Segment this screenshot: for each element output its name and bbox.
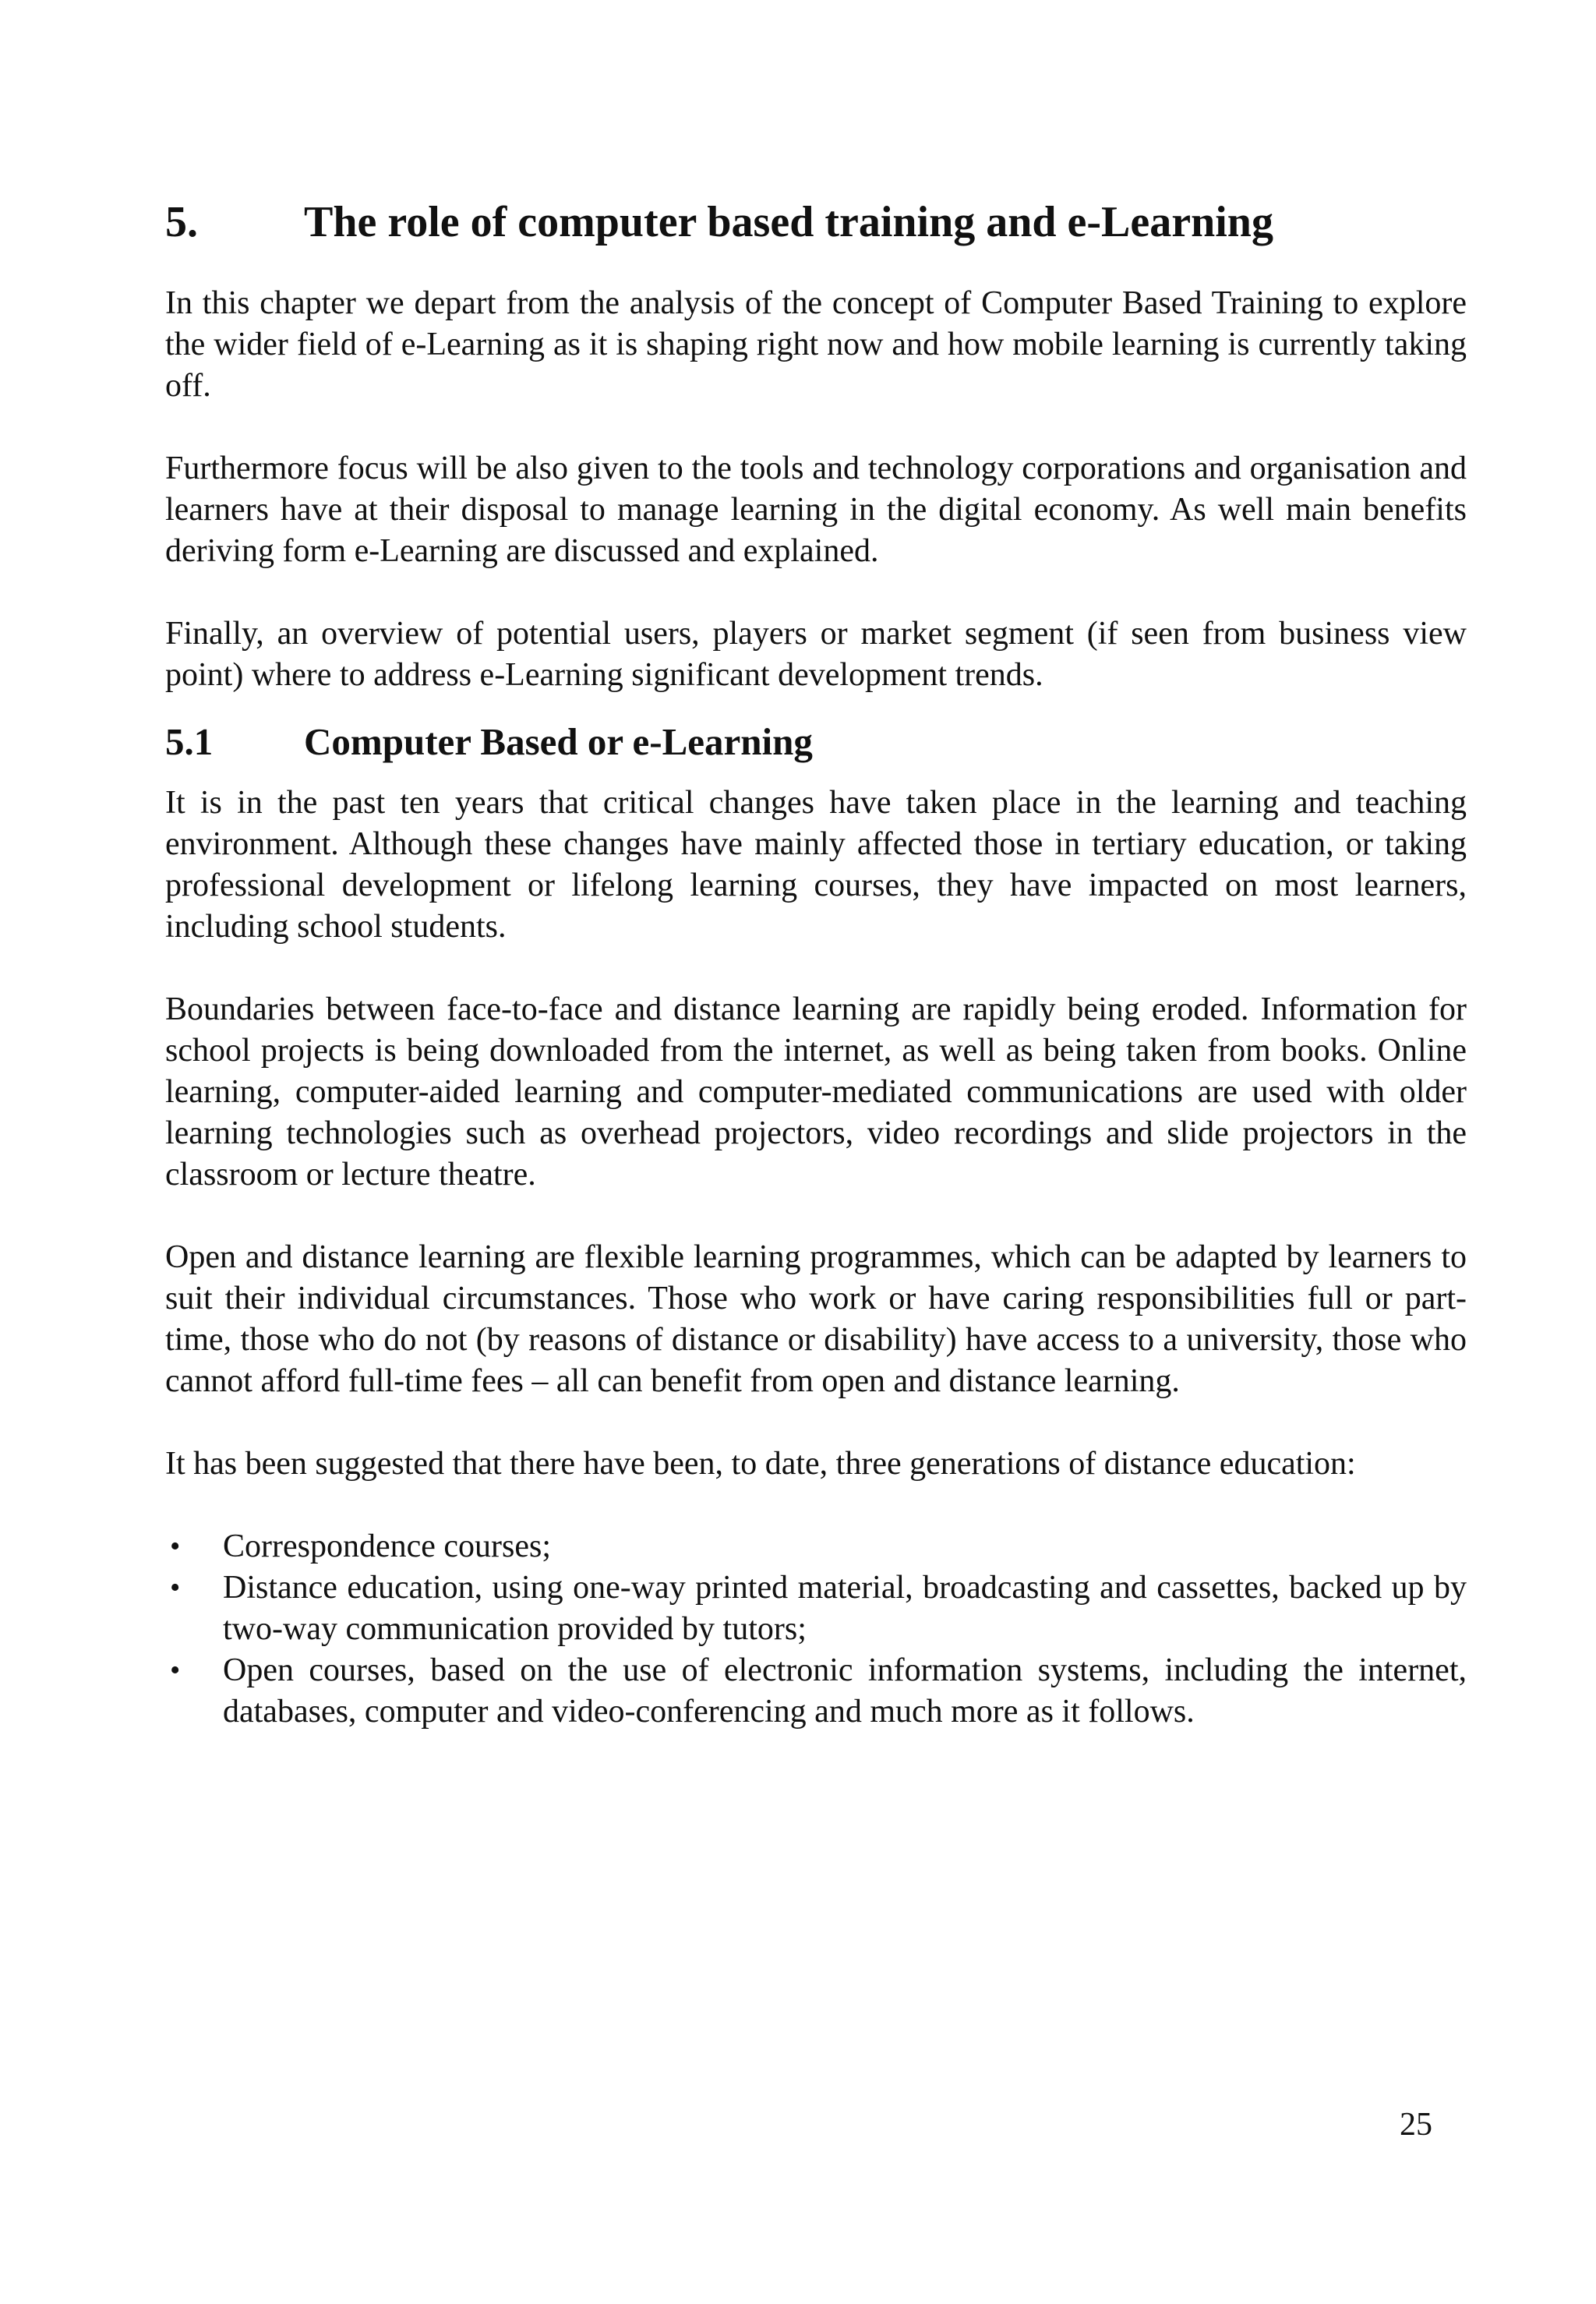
section-paragraph-4: It has been suggested that there have been, to date, three generations of distance education: xyxy=(165,1445,1356,1482)
bullet-icon: • xyxy=(170,1529,181,1563)
list-item-text: Correspondence courses; xyxy=(223,1528,552,1564)
list-item-text: Distance education, using one-way printed material, broadcasting and cassettes, backed up by two-way communication provided by tutors; xyxy=(223,1569,1467,1647)
chapter-number: 5. xyxy=(165,198,198,246)
page-number: 25 xyxy=(1400,2107,1432,2143)
chapter-heading xyxy=(165,196,1467,249)
section-heading xyxy=(165,719,1467,765)
list-item-text: Open courses, based on the use of electronic information systems, including the internet, databases, computer and video-conferencing and much more as it follows. xyxy=(223,1652,1467,1730)
intro-paragraph-1: In this chapter we depart from the analysis of the concept of Computer Based Training to explore the wider field of e-Learning as it is shaping right now and how mobile learning is currently taking off. xyxy=(165,285,1467,405)
document-page xyxy=(165,196,1467,1733)
list-item xyxy=(165,1567,1467,1650)
bullet-icon: • xyxy=(170,1653,181,1687)
section-number: 5.1 xyxy=(165,720,214,764)
intro-paragraph-3: Finally, an overview of potential users, players or market segment (if seen from business view point) where to address e-Learning significant development trends. xyxy=(165,616,1467,694)
intro-paragraph-2: Furthermore focus will be also given to the tools and technology corporations and organisation and learners have at their disposal to manage learning in the digital economy. As well main benefits deriving form e-Learning are discussed and explained. xyxy=(165,451,1467,570)
section-paragraph-2: Boundaries between face-to-face and distance learning are rapidly being eroded. Information for school projects is being downloaded from the internet, as well as being taken from books. Online learning, computer-aided learning and computer-mediated communications are used with older learning technologies such as overhead projectors, video recordings and slide projectors in the classroom or lecture theatre. xyxy=(165,991,1467,1193)
list-item xyxy=(165,1650,1467,1733)
section-title: Computer Based or e-Learning xyxy=(304,720,813,764)
bullet-icon: • xyxy=(170,1571,181,1604)
section-paragraph-1: It is in the past ten years that critical changes have taken place in the learning and teaching environment. Although these changes have mainly affected those in tertiary education, or taking professional development or lifelong learning courses, they have impacted on most learners, including school students. xyxy=(165,784,1467,945)
generations-list xyxy=(165,1526,1467,1733)
chapter-title: The role of computer based training and e-Learning xyxy=(304,198,1273,246)
list-item xyxy=(165,1526,1467,1567)
section-paragraph-3: Open and distance learning are flexible learning programmes, which can be adapted by learners to suit their individual circumstances. Those who work or have caring responsibilities full or part-time, those who do not (by reasons of distance or disability) have access to a university, those who cannot afford full-time fees – all can benefit from open and distance learning. xyxy=(165,1239,1467,1399)
